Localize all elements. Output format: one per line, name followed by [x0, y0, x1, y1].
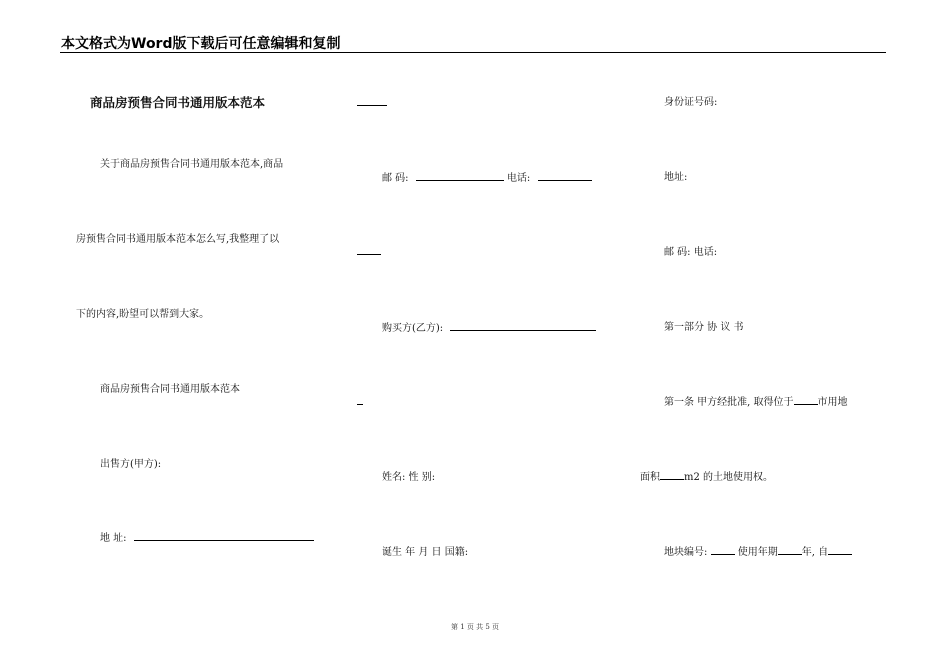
- clause-1-text-d: m2 的土地使用权。: [684, 472, 774, 483]
- document-title: 商品房预售合同书通用版本范本: [90, 95, 266, 110]
- phone-blank: [538, 170, 592, 181]
- buyer-label: 购买方(乙方):: [382, 323, 444, 334]
- area-blank: [660, 469, 684, 480]
- plot-line: [664, 543, 852, 558]
- postcode-phone-label-2: 邮 码: 电话:: [664, 247, 718, 258]
- blank-line-2: [357, 244, 381, 258]
- city-blank: [794, 394, 818, 405]
- buyer-blank: [450, 320, 596, 331]
- intro-line-2: 房预售合同书通用版本范本怎么写,我整理了以: [76, 234, 280, 245]
- postcode-label: 邮 码:: [382, 173, 409, 184]
- use-term-blank: [778, 544, 802, 555]
- year-from-label: 年, 自: [801, 547, 829, 558]
- header-rule: [60, 52, 886, 53]
- phone-label: 电话:: [506, 173, 531, 184]
- use-term-label: 使用年期: [737, 547, 778, 558]
- seller-address-row: [100, 529, 314, 544]
- name-gender-label: 姓名: 性 别:: [382, 472, 436, 483]
- plot-number-blank: [711, 544, 735, 555]
- plot-number-label: 地块编号:: [664, 547, 708, 558]
- clause-1-line-2: [640, 468, 773, 483]
- postcode-phone-row: [382, 169, 592, 184]
- clause-1-text-b: 市用地: [817, 397, 848, 408]
- seller-label: 出售方(甲方):: [100, 459, 162, 470]
- address-label: 地 址:: [100, 533, 127, 544]
- page-number: 第 1 页 共 5 页: [450, 623, 500, 631]
- clause-1-text-c: 面积: [640, 472, 660, 483]
- intro-line-3: 下的内容,盼望可以帮到大家。: [76, 309, 210, 320]
- part-one-heading: 第一部分 协 议 书: [664, 322, 744, 333]
- clause-1-line-1: [664, 393, 848, 408]
- intro-line-1: 关于商品房预售合同书通用版本范本,商品: [100, 159, 284, 170]
- year-from-blank: [828, 544, 852, 555]
- birth-nationality-label: 诞生 年 月 日 国籍:: [382, 547, 469, 558]
- id-number-label: 身份证号码:: [664, 97, 718, 108]
- clause-1-text-a: 第一条 甲方经批准, 取得位于: [664, 397, 794, 408]
- document-header: 本文格式为Word版下载后可任意编辑和复制: [61, 36, 341, 52]
- subtitle: 商品房预售合同书通用版本范本: [100, 384, 240, 395]
- blank-line-1: [357, 95, 387, 109]
- address-blank: [134, 530, 314, 541]
- blank-line-3: [357, 394, 363, 408]
- buyer-row: [382, 319, 596, 334]
- address-label-2: 地址:: [664, 172, 688, 183]
- postcode-blank: [416, 170, 504, 181]
